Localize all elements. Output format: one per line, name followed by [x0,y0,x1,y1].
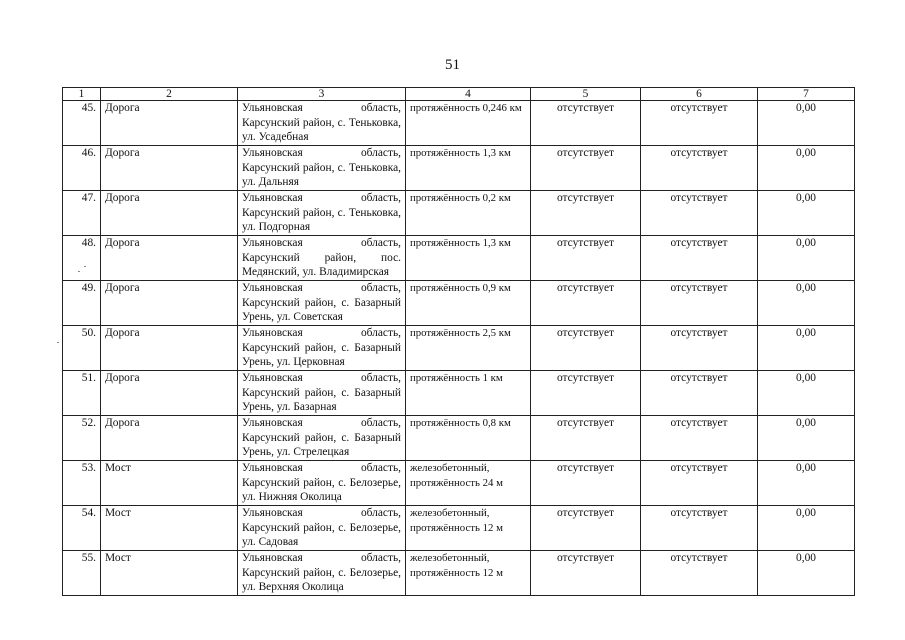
object-type: Дорога [101,281,238,326]
scan-speck [84,266,86,267]
column-6-value: отсутствует [641,326,758,371]
object-address: Ульяновская область, Карсунский район, с. Базарный Урень, ул. Стрелецкая [238,416,406,461]
object-address: Ульяновская область, Карсунский район, пос. Медянский, ул. Владимирская [238,236,406,281]
object-address: Ульяновская область, Карсунский район, с. Белозерье, ул. Верхняя Околица [238,551,406,596]
column-7-value: 0,00 [758,416,855,461]
column-7-value: 0,00 [758,146,855,191]
object-type: Дорога [101,371,238,416]
column-7-value: 0,00 [758,326,855,371]
column-6-value: отсутствует [641,506,758,551]
column-6-value: отсутствует [641,101,758,146]
object-description: железобетонный, протяжённость 12 м [406,506,531,551]
object-address: Ульяновская область, Карсунский район, с. Белозерье, ул. Нижняя Околица [238,461,406,506]
column-header: 7 [758,88,855,101]
column-6-value: отсутствует [641,416,758,461]
table-row [63,101,855,146]
column-header: 4 [406,88,531,101]
object-description: протяжённость 0,2 км [406,191,531,236]
column-7-value: 0,00 [758,461,855,506]
column-5-value: отсутствует [531,551,641,596]
object-description: протяжённость 0,246 км [406,101,531,146]
row-number: 54. [63,506,101,551]
table-row [63,506,855,551]
column-6-value: отсутствует [641,191,758,236]
column-7-value: 0,00 [758,101,855,146]
table-row [63,236,855,281]
property-register-table [62,87,855,596]
table-row [63,191,855,236]
object-description: протяжённость 2,5 км [406,326,531,371]
column-5-value: отсутствует [531,416,641,461]
object-description: протяжённость 0,8 км [406,416,531,461]
column-7-value: 0,00 [758,551,855,596]
column-6-value: отсутствует [641,371,758,416]
column-7-value: 0,00 [758,506,855,551]
object-description: протяжённость 1,3 км [406,236,531,281]
row-number: 55. [63,551,101,596]
column-6-value: отсутствует [641,236,758,281]
object-address: Ульяновская область, Карсунский район, с. Теньковка, ул. Дальняя [238,146,406,191]
scan-speck [78,271,80,272]
object-type: Мост [101,506,238,551]
column-5-value: отсутствует [531,371,641,416]
table-row [63,551,855,596]
column-header: 5 [531,88,641,101]
object-address: Ульяновская область, Карсунский район, с. Базарный Урень, ул. Церковная [238,326,406,371]
column-7-value: 0,00 [758,236,855,281]
column-5-value: отсутствует [531,236,641,281]
table-row [63,371,855,416]
table-row [63,326,855,371]
object-address: Ульяновская область, Карсунский район, с. Теньковка, ул. Подгорная [238,191,406,236]
column-7-value: 0,00 [758,191,855,236]
object-description: протяжённость 1 км [406,371,531,416]
column-header: 6 [641,88,758,101]
table-row [63,416,855,461]
object-type: Мост [101,461,238,506]
column-header: 1 [63,88,101,101]
column-5-value: отсутствует [531,101,641,146]
column-6-value: отсутствует [641,551,758,596]
page-number: 51 [445,57,460,73]
scan-speck [57,342,59,343]
row-number: 53. [63,461,101,506]
object-type: Дорога [101,146,238,191]
object-description: железобетонный, протяжённость 12 м [406,551,531,596]
row-number: 49. [63,281,101,326]
table-row [63,146,855,191]
object-description: железобетонный, протяжённость 24 м [406,461,531,506]
object-address: Ульяновская область, Карсунский район, с. Теньковка, ул. Усадебная [238,101,406,146]
column-5-value: отсутствует [531,146,641,191]
object-description: протяжённость 1,3 км [406,146,531,191]
column-6-value: отсутствует [641,461,758,506]
row-number: 52. [63,416,101,461]
column-5-value: отсутствует [531,506,641,551]
table-row [63,461,855,506]
object-description: протяжённость 0,9 км [406,281,531,326]
row-number: 51. [63,371,101,416]
column-7-value: 0,00 [758,281,855,326]
column-6-value: отсутствует [641,281,758,326]
column-5-value: отсутствует [531,281,641,326]
table-row [63,281,855,326]
object-type: Дорога [101,191,238,236]
row-number: 45. [63,101,101,146]
row-number: 47. [63,191,101,236]
object-type: Дорога [101,236,238,281]
object-address: Ульяновская область, Карсунский район, с. Базарный Урень, ул. Базарная [238,371,406,416]
column-header: 3 [238,88,406,101]
header-row [63,88,855,101]
column-header: 2 [101,88,238,101]
row-number: 48. [63,236,101,281]
object-address: Ульяновская область, Карсунский район, с. Базарный Урень, ул. Советская [238,281,406,326]
column-7-value: 0,00 [758,371,855,416]
object-type: Дорога [101,326,238,371]
column-6-value: отсутствует [641,146,758,191]
column-5-value: отсутствует [531,461,641,506]
row-number: 46. [63,146,101,191]
object-address: Ульяновская область, Карсунский район, с. Белозерье, ул. Садовая [238,506,406,551]
column-5-value: отсутствует [531,326,641,371]
object-type: Дорога [101,416,238,461]
object-type: Дорога [101,101,238,146]
column-5-value: отсутствует [531,191,641,236]
object-type: Мост [101,551,238,596]
row-number: 50. [63,326,101,371]
